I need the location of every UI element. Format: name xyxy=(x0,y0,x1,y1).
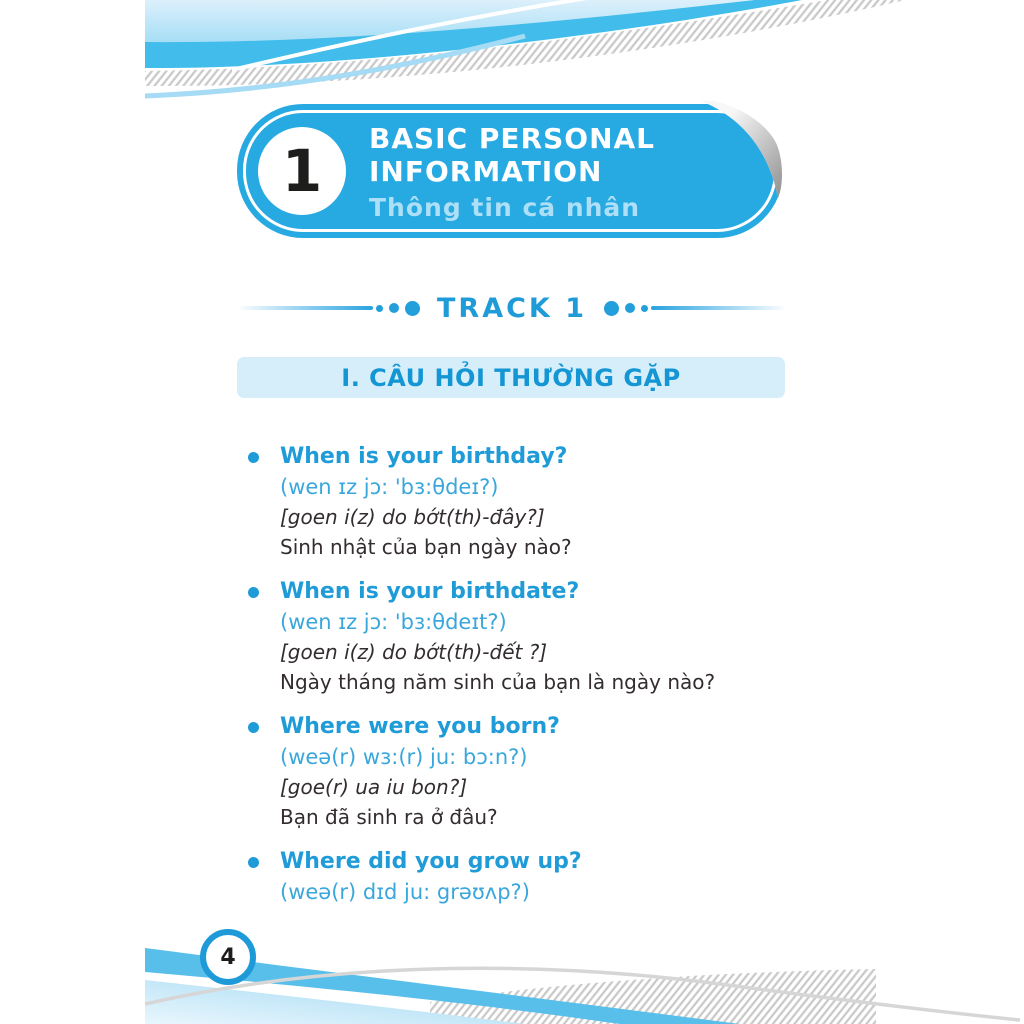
question-item xyxy=(237,712,817,832)
header-decoration xyxy=(0,0,1024,112)
track-label: TRACK 1 xyxy=(436,292,588,324)
track-divider xyxy=(237,292,787,324)
page-curl-icon xyxy=(685,101,787,217)
track-dot-icon xyxy=(625,303,635,313)
banner-title-line2: INFORMATION xyxy=(369,155,603,188)
question-list xyxy=(237,442,817,922)
track-dot-icon xyxy=(641,305,648,312)
bullet-icon xyxy=(248,857,259,868)
ipa-text: (wen ɪz jɔ: 'bɜ:θdeɪ?) xyxy=(280,475,499,499)
unit-number: 1 xyxy=(281,137,323,205)
banner-text xyxy=(369,122,655,222)
track-dot-icon xyxy=(389,303,399,313)
track-dot-icon xyxy=(405,301,420,316)
track-dot-icon xyxy=(376,305,383,312)
page-number-badge xyxy=(200,929,256,985)
track-line-left xyxy=(237,306,373,310)
ipa-text: (weə(r) wɜ:(r) ju: bɔ:n?) xyxy=(280,745,528,769)
banner-subtitle: Thông tin cá nhân xyxy=(369,193,641,222)
question-text: When is your birthdate? xyxy=(280,579,580,604)
translation-text: Ngày tháng năm sinh của bạn là ngày nào? xyxy=(280,670,716,694)
viet-phonetic-text: [goen i(z) do bớt(th)-đết ?] xyxy=(280,640,548,664)
question-text: Where did you grow up? xyxy=(280,849,582,874)
page-number: 4 xyxy=(220,944,236,970)
question-text: When is your birthday? xyxy=(280,444,568,469)
footer-decoration xyxy=(0,928,1024,1024)
question-item xyxy=(237,847,817,907)
track-dot-icon xyxy=(604,301,619,316)
unit-banner xyxy=(237,104,783,238)
question-item xyxy=(237,442,817,562)
translation-text: Bạn đã sinh ra ở đâu? xyxy=(280,805,498,829)
question-text: Where were you born? xyxy=(280,714,560,739)
bullet-icon xyxy=(248,452,259,463)
banner-title-line1: BASIC PERSONAL xyxy=(369,122,656,155)
ipa-text: (weə(r) dɪd ju: grəʊʌp?) xyxy=(280,880,530,904)
bullet-icon xyxy=(248,587,259,598)
bullet-icon xyxy=(248,722,259,733)
ipa-text: (wen ɪz jɔ: 'bɜ:θdeɪt?) xyxy=(280,610,507,634)
viet-phonetic-text: [goen i(z) do bớt(th)-đây?] xyxy=(280,505,545,529)
section-heading: I. CÂU HỎI THƯỜNG GẶP xyxy=(237,357,785,398)
question-item xyxy=(237,577,817,697)
translation-text: Sinh nhật của bạn ngày nào? xyxy=(280,535,572,559)
track-line-right xyxy=(651,306,787,310)
unit-number-badge xyxy=(258,127,346,215)
viet-phonetic-text: [goe(r) ua iu bon?] xyxy=(280,775,468,799)
